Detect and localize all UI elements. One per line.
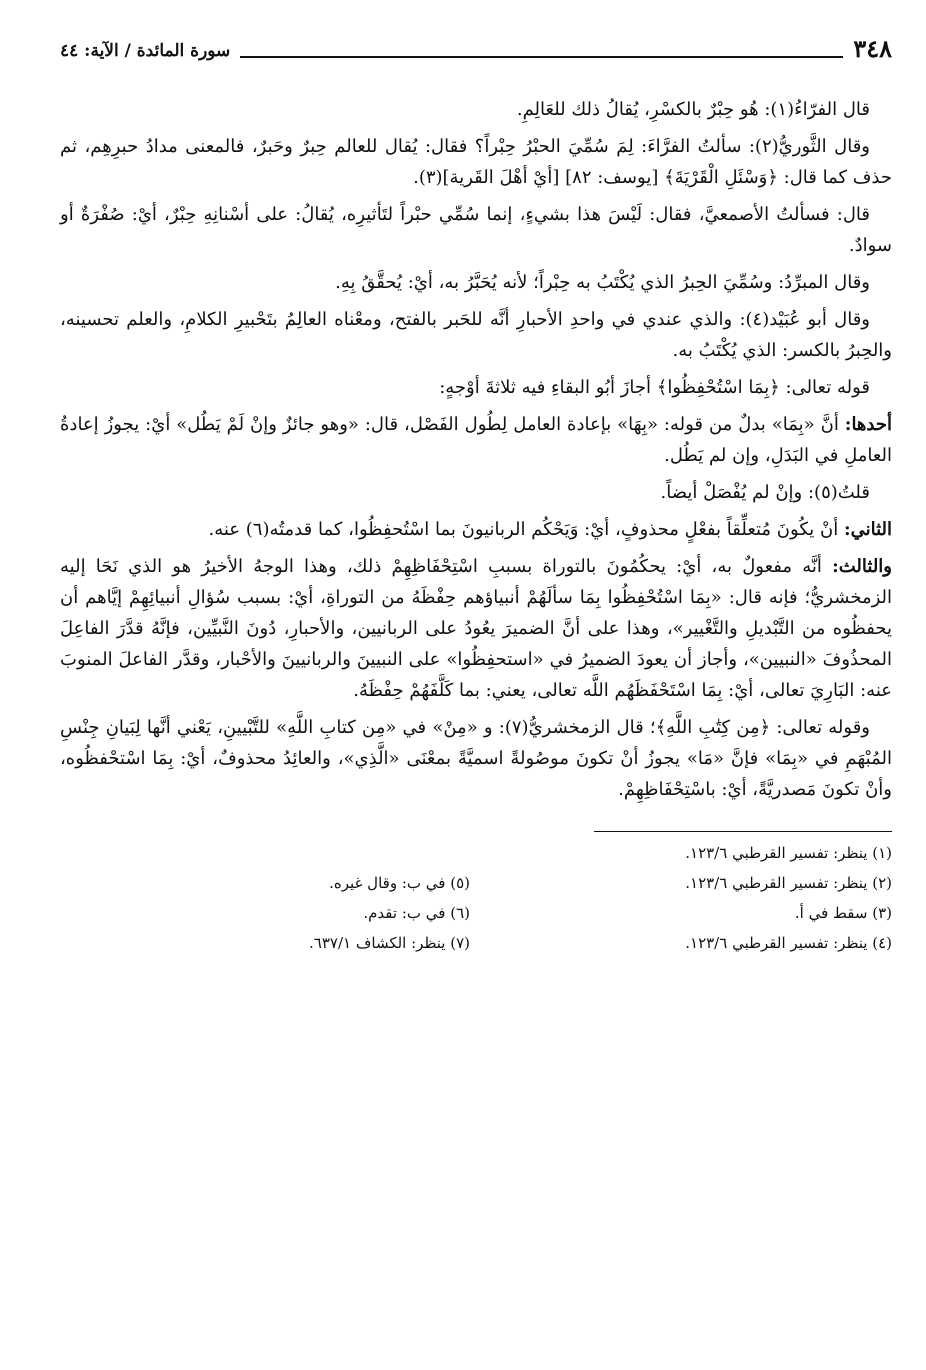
paragraph-text: قال: فسألتُ الأصمعيَّ، فقال: لَيْسَ هذا بشيءٍ، إنما سُمِّي حبْراً لتَأثيرِه، يُقالُ: على أسْنانِهِ حِبْرٌ، أيْ: صُفْرَةٌ أو سوادٌ. [60, 204, 892, 256]
paragraph-text: أنَّ «بِمَا» بدلٌ من قوله: «بِهَا» بإعادة العامل لِطُول الفَصْل، قال: «وهو جائزٌ وإنْ لَمْ يَطُل» أيْ: يجوزُ إعادةُ العاملِ في البَدَلِ، وإن لم يَطُل. [60, 414, 892, 466]
paragraph-mubarrad [60, 267, 892, 298]
paragraph-text: أنَّه مفعولٌ به، أيْ: يحكُمُونَ بالتوراة بسببِ اسْتِحْفَاظِهِمْ ذلك، وهذا الوجهُ الأخيرُ هو الذي نَحَا إليه الزمخشريُّ؛ فإنه قال: «بِمَا اسْتُحْفِظُوا بِمَا سألَهُمْ أنبياؤهم حِفْظَهُ من التوراةِ، أيْ: بسبب سُؤالِ أنبيائِهِمْ إيَّاهم أن يحفظُوه من التَّبْديلِ والتَّغْيير»، وهذا على أنَّ الضميرَ يعُودُ على الربانيين، والأحبارِ، دُونَ النَّبيِّين، فإنَّهُ قدَّرَ الفاعِلَ المحذُوفَ «النبيين»، وأجاز أن يعودَ الضميرُ في «استحفِظُوا» على النبيينَ والربانيينَ والأحْبار، وقدَّر الفاعلَ المنوبَ عنه: البَارِيَ تعالى، أيْ: بِمَا اسْتَحْفَظَهُم اللَّه تعالى، يعني: بما كَلَّفَهُمْ حِفْظَهُ. [60, 556, 892, 701]
footnote-item: (٦) في ب: تقدم. [363, 904, 470, 922]
paragraph-text: وقوله تعالى: ﴿مِن كِتَٰبِ اللَّهِ﴾؛ قال الزمخشريُّ(٧): و «مِنْ» في «مِن كتابِ اللَّهِ» للتَّبْيينِ، يَعْني أنَّها لِبَيانِ جِنْسِ المُبْهَمِ في «بِمَا» فإنَّ «مَا» يجوزُ أنْ تكونَ موصُولةً اسميَّةً بمعْنَى «الَّذِي»، والعائِدُ محذوفٌ، أيْ: بِمَا اسْتحْفظُوه، وأنْ تكونَ مَصدريَّةً، أيْ: باسْتِحْفَاظِهِمْ. [60, 717, 892, 800]
footnote-item: (٥) في ب: وقال غيره. [329, 874, 470, 892]
paragraph-lead: أحدها: [844, 414, 892, 435]
paragraph-third-aspect [60, 551, 892, 706]
footnote-item: (٢) ينظر: تفسير القرطبي ١٢٣/٦. [685, 874, 892, 892]
footnotes [60, 831, 892, 958]
paragraph-text: وقال أبو عُبَيْد(٤): والذي عندي في واحدِ الأحبارِ أنَّه للحَبر بالفتح، ومعْناه العالِمُ بتَحْبيرِ الكلامِ، والعلم تحسينه، والحِبرُ بالكسر: الذي يُكْتَبُ به. [60, 309, 892, 361]
page-header [60, 28, 892, 64]
paragraph-text: قوله تعالى: ﴿بِمَا اسْتُحْفِظُوا﴾ أجازَ أبُو البقاءِ فيه ثلاثةَ أوْجهٍ: [439, 377, 870, 398]
paragraph-text: قلتُ(٥): وإنْ لم يُفْصَلْ أيضاً. [660, 482, 870, 503]
header-rule [240, 56, 843, 58]
footnote-column-left [60, 838, 470, 958]
paragraph-lead: الثاني: [843, 519, 892, 540]
paragraph-thawri [60, 131, 892, 193]
paragraph-abu-ubayd [60, 304, 892, 366]
paragraph-text: قال الفرّاءُ(١): هُو حِبْرٌ بالكسْرِ، يُقالُ ذلك للعَالِمِ. [516, 99, 870, 120]
paragraph-first-aspect [60, 409, 892, 471]
footnote-item: (٤) ينظر: تفسير القرطبي ١٢٣/٦. [685, 934, 892, 952]
paragraph-lead: والثالث: [832, 556, 892, 577]
paragraph-text: وقال المبرِّدُ: وسُمِّيَ الحِبرُ الذي يُكْتَبُ به حِبْراً؛ لأنه يُحَبَّرُ به، أيْ: يُحقَّقُ بِهِ. [335, 272, 870, 293]
paragraph-qultu [60, 477, 892, 508]
book-page [60, 28, 892, 1348]
footnote-item: (٧) ينظر: الكشاف ٦٣٧/١. [309, 934, 470, 952]
footnote-item: (٣) سقط في أ. [794, 904, 892, 922]
paragraph-text: أنْ يكُونَ مُتعلِّقاً بفعْلٍ محذوفٍ، أيْ: وَيَحْكُم الربانيونَ بما اسْتُحفِظُوا، كما قدمتُه(٦) عنه. [208, 519, 844, 540]
footnote-grid [60, 838, 892, 958]
footnote-item: (١) ينظر: تفسير القرطبي ١٢٣/٦. [685, 844, 892, 862]
running-title: سورة المائدة / الآية: ٤٤ [60, 41, 231, 61]
paragraph-second-aspect [60, 514, 892, 545]
paragraph-text: وقال الثَّوريُّ(٢): سألتُ الفرَّاءَ: لِمَ سُمِّيَ الحبْرُ حِبْراً؟ فقال: يُقال للعالم حِبرٌ وحَبرٌ، فالمعنى مدادُ حبرِهِم، ثم حذف كما قال: ﴿وَسْئَلِ الْقَرْيَةَ﴾ [يوسف: ٨٢] [أيْ أهْلَ القَرية](٣). [60, 136, 892, 188]
paragraph-verse-intro [60, 372, 892, 403]
paragraph-asmai [60, 199, 892, 261]
page-number: ٣٤٨ [853, 34, 892, 63]
page-body [60, 94, 892, 805]
paragraph-farra [60, 94, 892, 125]
footnote-column-right [482, 838, 892, 958]
footnote-rule [594, 831, 892, 832]
paragraph-min-kitab [60, 712, 892, 805]
